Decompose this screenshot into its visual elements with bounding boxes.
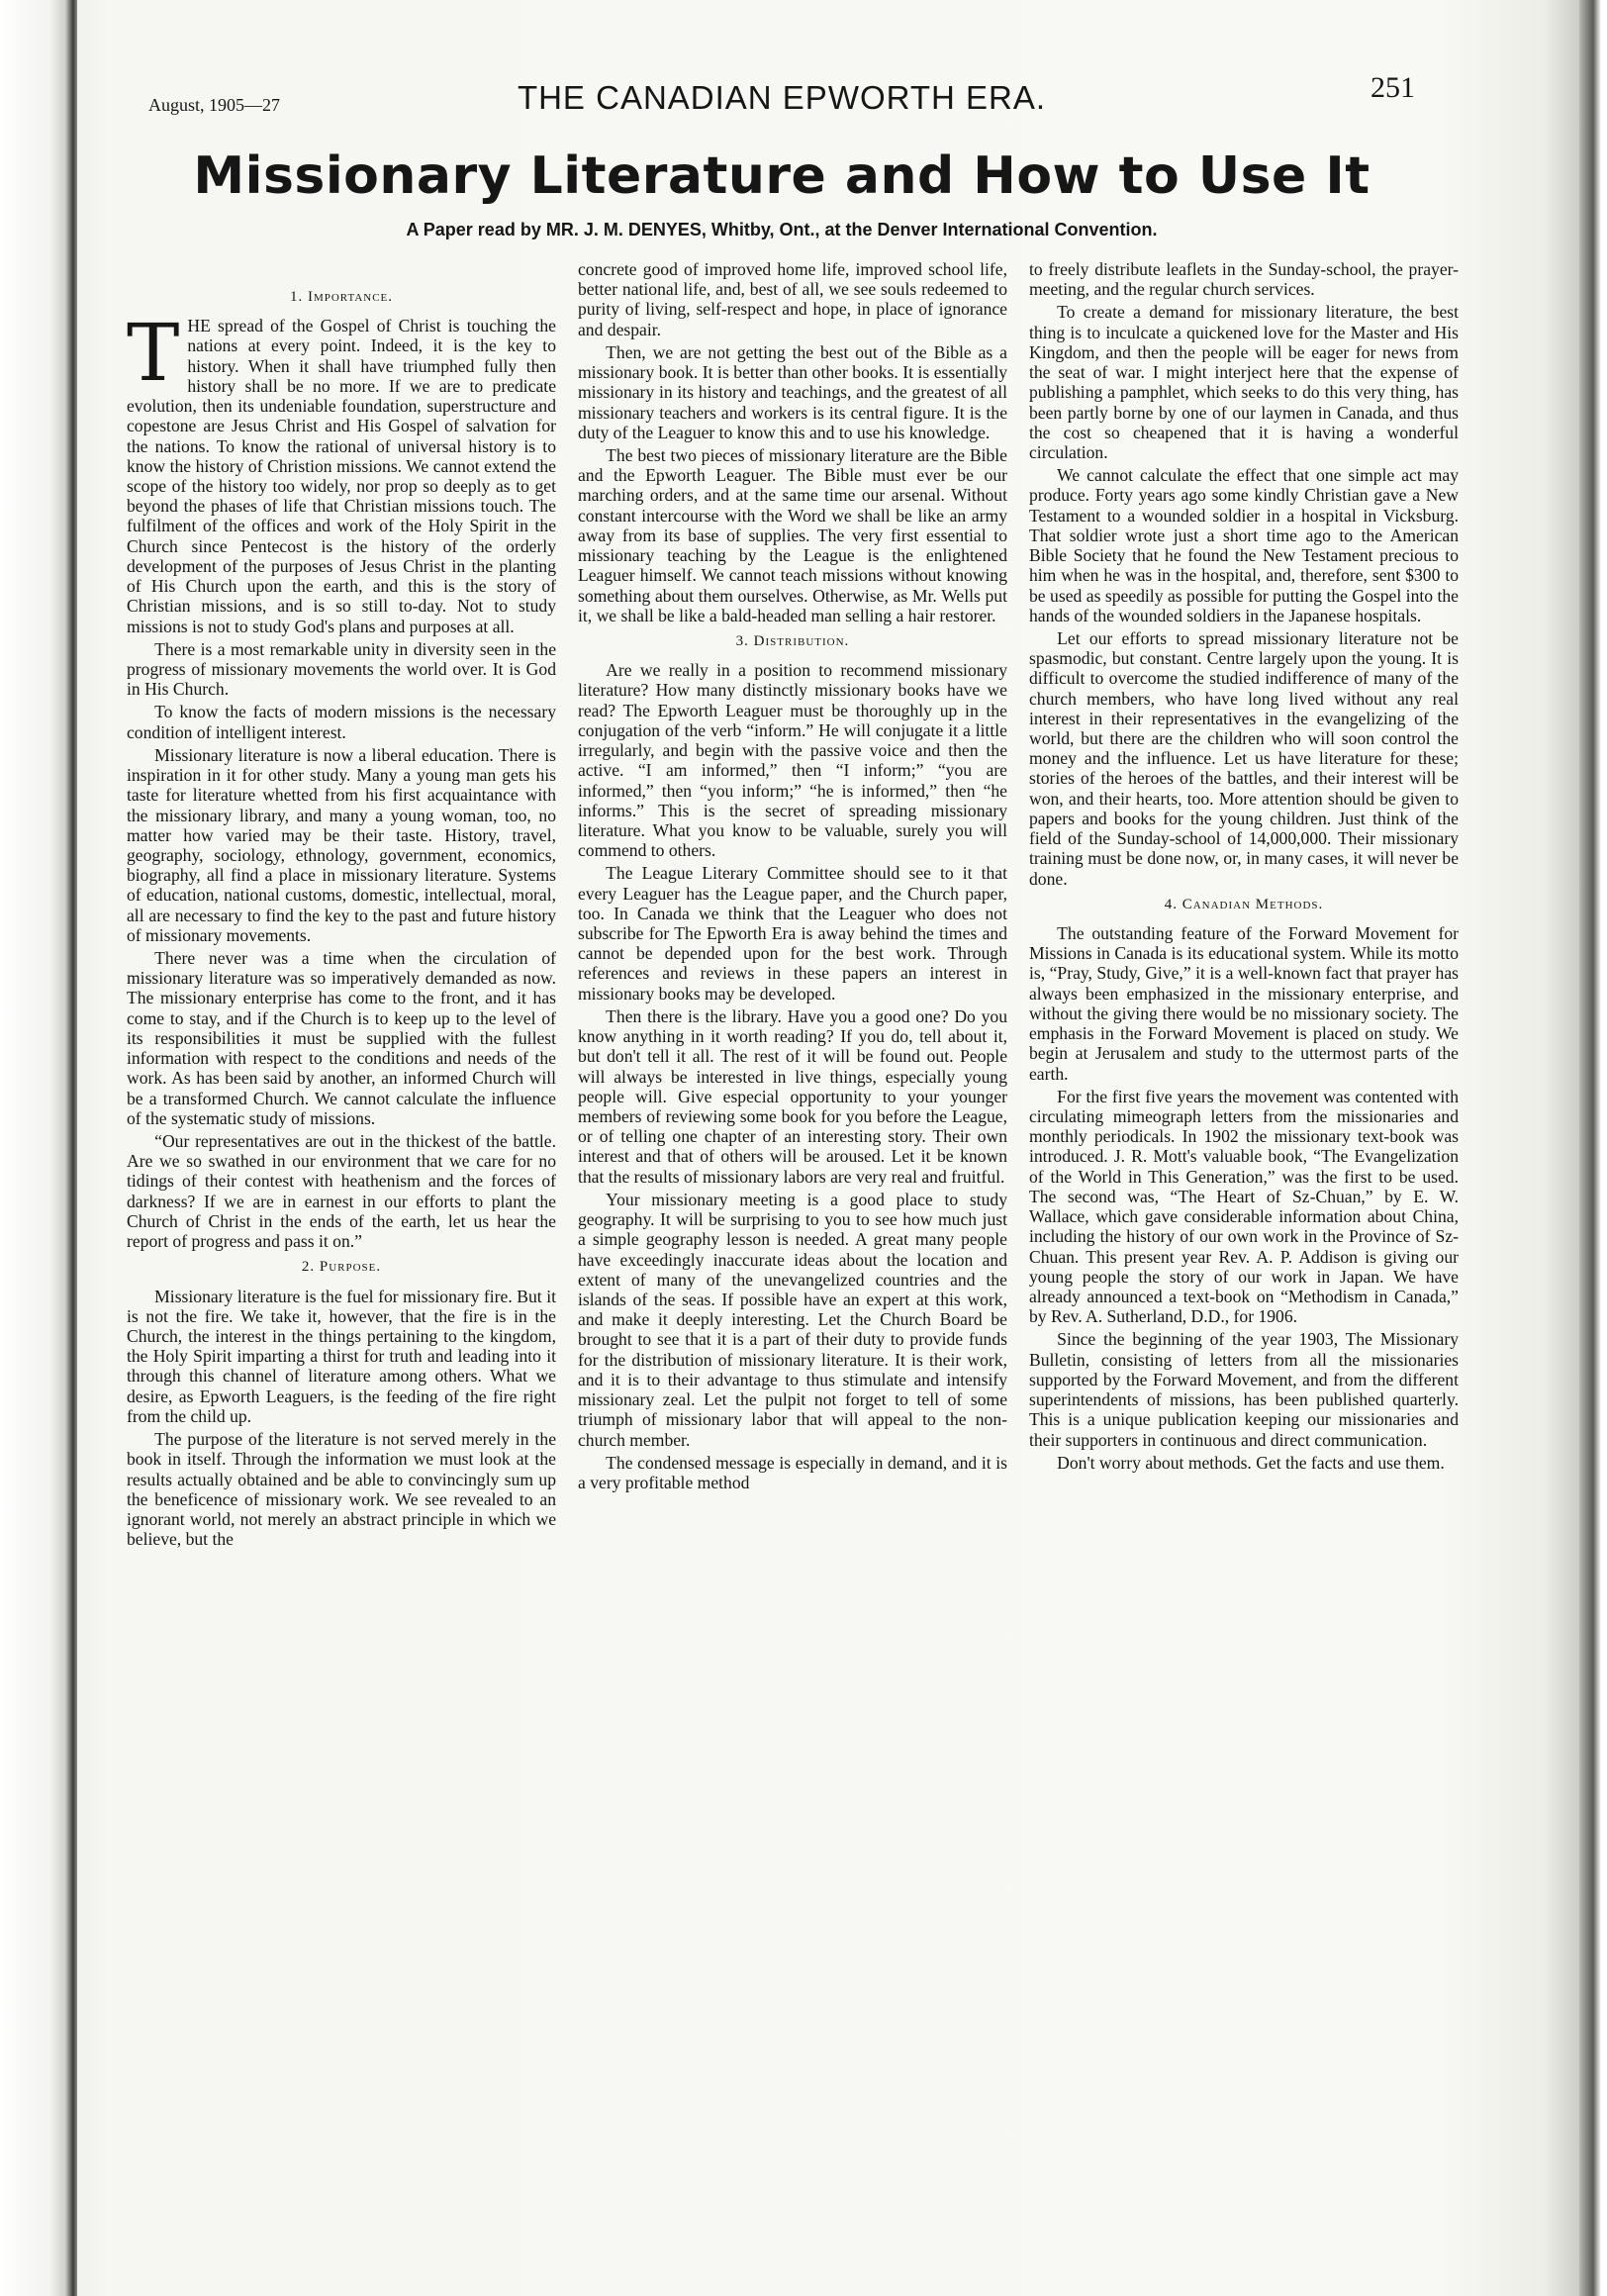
column-2 bbox=[578, 259, 1007, 2248]
paragraph bbox=[127, 307, 556, 636]
paragraph: To know the facts of modern missions is the necessary condition of intelligent interest. bbox=[127, 702, 556, 742]
journal-name: THE CANADIAN EPWORTH ERA. bbox=[517, 79, 1047, 116]
paragraph: The purpose of the literature is not served merely in the book in itself. Through the information we must look at the results actually obtained and be able to convincingly sum up the beneficence of missionary work. We see revealed to an ignorant world, not merely an abstract principle in which we believe, but the bbox=[127, 1429, 556, 1550]
page-edge-right bbox=[1579, 0, 1607, 2296]
paragraph: We cannot calculate the effect that one simple act may produce. Forty years ago some kindly Christian gave a New Testament to a wounded soldier in a hospital in Vicksburg. That soldier wrote just a short time ago to the American Bible Society that he found the New Testament precious to him when he was in the hospital, and, therefore, sent $300 to be used as speedily as possible for putting the Gospel into the hands of the wounded soldiers in the Japanese hospitals. bbox=[1029, 465, 1459, 625]
paragraph: To create a demand for missionary literature, the best thing is to inculcate a quickened love for the Master and His Kingdom, and then the people will be eager for news from the seat of war. I might interject here that the expense of publishing a pamphlet, which seeks to do this very thing, has been partly borne by one of our laymen in Canada, and thus the cost so cheapened that it is having a wonderful circulation. bbox=[1029, 302, 1459, 462]
paragraph: There is a most remarkable unity in diversity seen in the progress of missionary movements the world over. It is God in His Church. bbox=[127, 638, 556, 700]
column-3 bbox=[1029, 259, 1459, 2248]
paragraph: “Our representatives are out in the thickest of the battle. Are we so swathed in our environment that we care for no tidings of their contest with heathenism and the forces of darkness? If we are in earnest in our efforts to plant the Church of Christ in the ends of the earth, let us hear the report of progress and pass it on.” bbox=[127, 1131, 556, 1252]
column-1 bbox=[127, 259, 556, 2248]
paragraph: The outstanding feature of the Forward Movement for Missions in Canada is its educational system. While its motto is, “Pray, Study, Give,” it is a well-known fact that prayer has always been emphasized in the missionary enterprise, and without the giving there would be no missionary society. The emphasis in the Forward Movement is placed on study. We begin at Jerusalem and study to the uttermost parts of the earth. bbox=[1029, 923, 1459, 1084]
page-gutter-left bbox=[0, 0, 77, 2296]
paragraph: Missionary literature is now a liberal education. There is inspiration in it for other study. Many a young man gets his taste for literature whetted from his first acquaintance with the missionary library, and many a young woman, too, no matter how varied may be their taste. History, travel, geography, sociology, ethnology, government, economics, biography, all find a place in missionary literature. Systems of education, national customs, domestic, intellectual, moral, all are necessary to find the key to the past and future history of missionary movements. bbox=[127, 744, 556, 945]
paragraph: The League Literary Committee should see to it that every Leaguer has the League paper, and the Church paper, too. In Canada we think that the Leaguer who does not subscribe for The Epworth Era is away behind the times and cannot be depended upon for the best work. Through references and reviews in these papers an interest in missionary books may be developed. bbox=[578, 863, 1007, 1004]
paragraph: Your missionary meeting is a good place to study geography. It will be surprising to you to see how much just a simple geography lesson is needed. A great many people have exceedingly inaccurate ideas about the location and extent of many of the unevangelized countries and the islands of the seas. If possible have an expert at this work, and make it deeply interesting. Let the Church Board be brought to see that it is a part of their duty to provide funds for the distribution of missionary literature. It is their work, and it is to their advantage to thus stimulate and intensify missionary zeal. Let the pulpit not forget to tell of some triumph of missionary labor that will appeal to the non-church member. bbox=[578, 1189, 1007, 1450]
section-heading-distribution: 3. Distribution. bbox=[735, 632, 850, 649]
paragraph: Let our efforts to spread missionary literature not be spasmodic, but constant. Centre largely upon the young. It is difficult to overcome the studied indifference of many of the church members, who have long lived without any real interest in their representatives in the evangelizing of the world, but there are the children who will soon control the money and the influence. Let us have literature for these; stories of the heroes of the battles, and their interest will be won, and their hearts, too. More attention should be given to papers and books for the young children. Just think of the field of the Sunday-school of 14,000,000. Their missionary training must be done now, or, in many cases, it will never be done. bbox=[1029, 627, 1459, 889]
paragraph: Missionary literature is the fuel for missionary fire. But it is not the fire. We take it, however, that the fire is in the Church, the interest in the things pertaining to the kingdom, the Holy Spirit imparting a thirst for truth and leading into it through this channel of literature among others. What we desire, as Epworth Leaguers, is the feeding of the fire right from the child up. bbox=[127, 1286, 556, 1426]
paragraph: There never was a time when the circulation of missionary literature was so imperatively demanded as now. The missionary enterprise has come to the front, and it has come to stay, and if the Church is to keep up to the level of its responsibilities it must be supplied with the fullest information with respect to the conditions and needs of the work. As has been said by another, an informed Church will be a transformed Church. We cannot calculate the influence of the systematic study of missions. bbox=[127, 948, 556, 1128]
page-number: 251 bbox=[1371, 71, 1415, 104]
paragraph: to freely distribute leaflets in the Sunday-school, the prayer-meeting, and the regular church services. bbox=[1029, 259, 1459, 300]
paragraph: Are we really in a position to recommend missionary literature? How many distinctly missionary books have we read? The Epworth Leaguer must be thoroughly up in the conjugation of the verb “inform.” He will conjugate it a little irregularly, and begin with the passive voice and then the active. “I am informed,” then “I inform;” “you are informed,” then “you inform;” “he is informed,” then “he informs.” This is the secret of spreading missionary literature. What you know to be valuable, surely you will commend to others. bbox=[578, 660, 1007, 861]
section-heading-canadian-methods: 4. Canadian Methods. bbox=[1164, 896, 1324, 912]
article-title: Missionary Literature and How to Use It bbox=[193, 146, 1371, 206]
paragraph-text: HE spread of the Gospel of Christ is touching the nations at every point. Indeed, it is the key to history. When it shall have triumphed fully then history shall be no more. If we are to predicate evolution, then its undeniable foundation, superstructure and copestone are Jesus Christ and His Gospel of salvation for the nations. To know the rational of universal history is to know the history of Christion missions. We cannot extend the scope of the history too widely, nor prop so deeply as to get beyond the phases of life that Christian missions touch. The fulfilment of the offices and work of the Holy Spirit in the Church since Pentecost is the history of the orderly development of the purposes of Jesus Christ in the planting of His Church upon the earth, and this is the story of Christian missions, and is so still to-day. Not to study missions is not to study God's plans and purposes at all. bbox=[127, 316, 556, 636]
drop-cap: T bbox=[127, 307, 180, 400]
issue-date: August, 1905—27 bbox=[148, 95, 281, 115]
paragraph: The condensed message is especially in demand, and it is a very profitable method bbox=[578, 1452, 1007, 1492]
paragraph: Since the beginning of the year 1903, The Missionary Bulletin, consisting of letters from all the missionaries supported by the Forward Movement, and from the different superintendents of missions, has been published quarterly. This is a unique publication keeping our missionaries and their supporters in continuous and direct communication. bbox=[1029, 1329, 1459, 1450]
paragraph: Then, we are not getting the best out of the Bible as a missionary book. It is better than other books. It is essentially missionary in its history and teachings, and the greatest of all missionary teachers and workers is its central figure. It is the duty of the Leaguer to know this and to use his knowledge. bbox=[578, 341, 1007, 442]
article-body bbox=[127, 259, 1459, 2248]
section-heading-importance: 1. Importance. bbox=[289, 289, 394, 305]
paragraph: The best two pieces of missionary literature are the Bible and the Epworth Leaguer. The Bible must ever be our marching orders, and at the same time our arsenal. Without constant intercourse with the Word we shall be like an army away from its base of supplies. The very first essential to missionary teaching by the League is the enlightened Leaguer himself. We cannot teach missions without knowing something about them ourselves. Otherwise, as Mr. Wells put it, we shall be like a bald-headed man selling a hair restorer. bbox=[578, 444, 1007, 625]
paragraph: Then there is the library. Have you a good one? Do you know anything in it worth reading? If you do, tell about it, but don't tell it all. The rest of it will be found out. People will always be interested in live things, especially young people will. Give especial opportunity to your younger members of reviewing some book for you before the League, or of telling one chapter of an interesting story. Their own interest and that of others will be aroused. Let it be known that the results of missionary labors are very real and fruitful. bbox=[578, 1005, 1007, 1187]
running-header bbox=[148, 71, 1415, 127]
article-byline: A Paper read by MR. J. M. DENYES, Whitby, Ont., at the Denver International Convention. bbox=[406, 220, 1158, 239]
paragraph: For the first five years the movement was contented with circulating mimeograph letters from the missionaries and monthly periodicals. In 1902 the missionary text-book was introduced. J. R. Mott's valuable book, “The Evangelization of the World in This Generation,” was the first to be used. The second was, “The Heart of Sz-Chuan,” by E. W. Wallace, which gave considerable information about China, including the history of our own work in the Province of Sz-Chuan. This present year Rev. A. P. Addison is giving our young people the story of our work in Japan. We have already announced a text-book on “Methodism in Canada,” by Rev. A. Sutherland, D.D., for 1906. bbox=[1029, 1086, 1459, 1327]
paragraph: Don't worry about methods. Get the facts and use them. bbox=[1057, 1452, 1445, 1473]
section-heading-purpose: 2. Purpose. bbox=[301, 1259, 382, 1276]
paragraph: concrete good of improved home life, improved school life, better national life, and, best of all, we see souls redeemed to purity of living, self-respect and hope, in place of ignorance and despair. bbox=[578, 259, 1007, 339]
